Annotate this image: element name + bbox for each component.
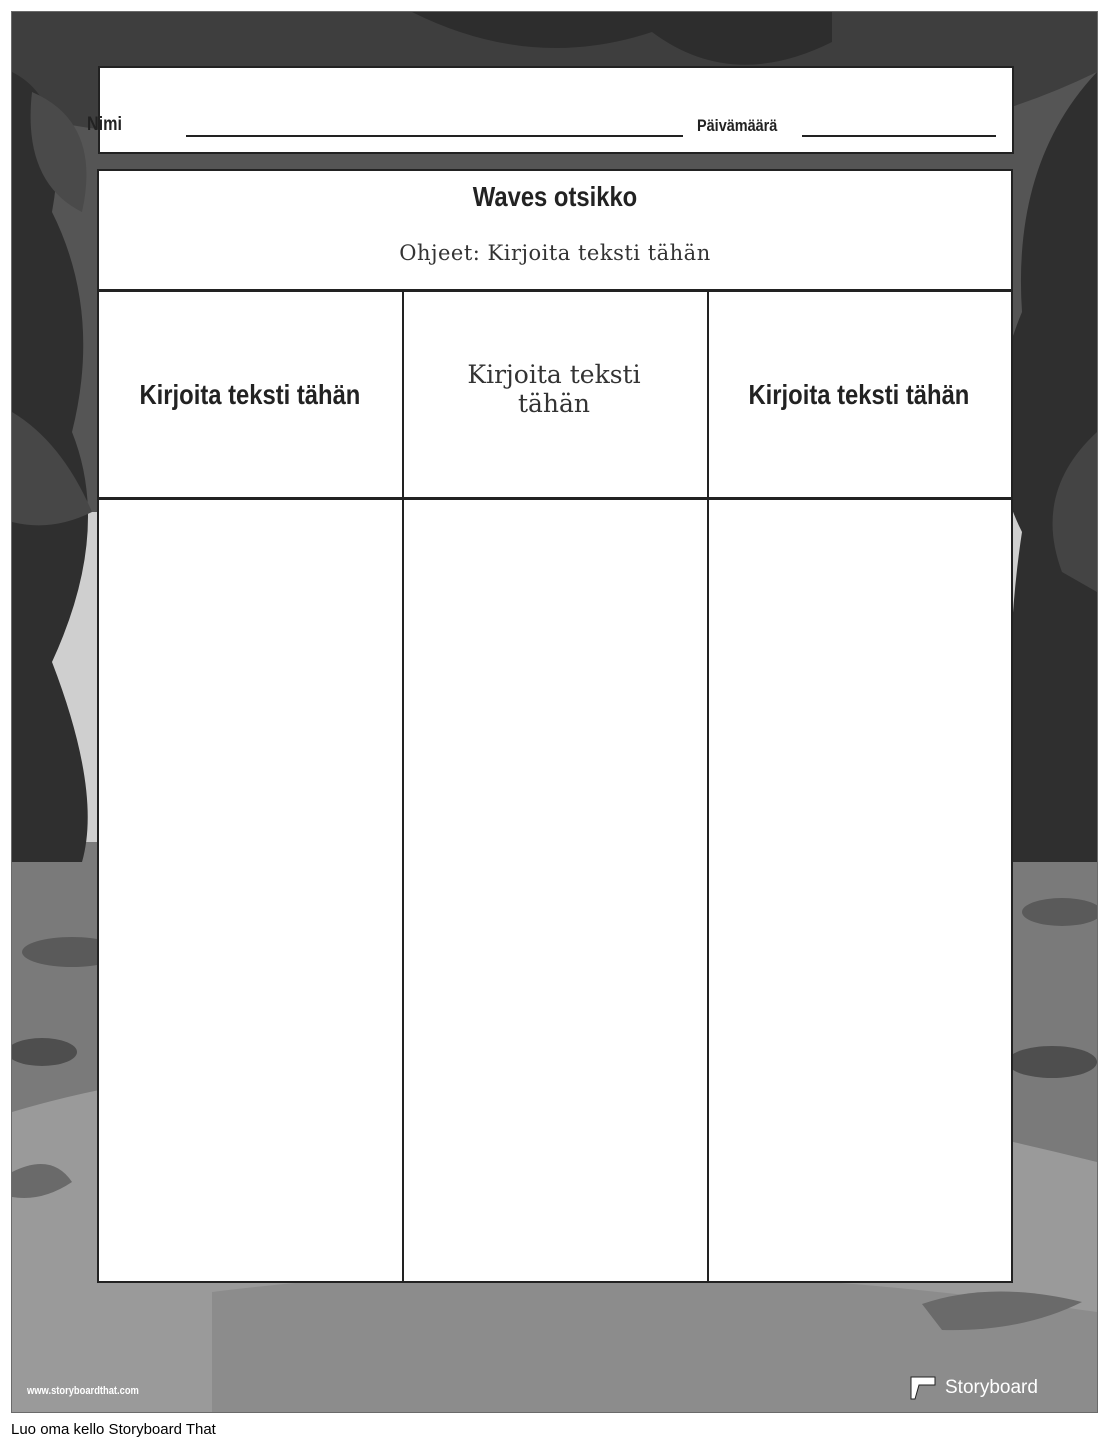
column-heading-2-text: Kirjoita teksti tähän <box>467 359 641 418</box>
name-input-line[interactable] <box>186 135 683 137</box>
worksheet-instructions[interactable]: Ohjeet: Kirjoita teksti tähän <box>399 241 711 265</box>
column-heading-1-text: Kirjoita teksti tähän <box>139 378 361 410</box>
worksheet-title[interactable]: Waves otsikko <box>472 181 638 212</box>
column-heading-2[interactable] <box>403 292 705 497</box>
date-input-line[interactable] <box>802 135 996 137</box>
worksheet-frame <box>11 11 1098 1413</box>
page-caption: Luo oma kello Storyboard That <box>11 1421 216 1438</box>
storyboard-logo <box>909 1375 1038 1401</box>
column-heading-3[interactable] <box>708 292 1010 497</box>
date-label: Päivämäärä <box>697 116 778 135</box>
column-heading-1[interactable] <box>99 292 401 497</box>
name-label: Nimi <box>87 114 123 135</box>
storyboard-logo-text: Storyboard <box>945 1377 1038 1398</box>
t-chart-table <box>97 169 1013 1283</box>
name-date-header <box>87 66 1014 154</box>
column-body-1[interactable] <box>99 500 401 1281</box>
column-heading-3-text: Kirjoita teksti tähän <box>748 378 970 410</box>
column-body-3[interactable] <box>709 500 1011 1281</box>
storyboard-logo-icon <box>909 1375 937 1401</box>
website-url: www.storyboardthat.com <box>27 1385 139 1397</box>
title-area <box>99 171 1011 292</box>
column-body-2[interactable] <box>404 500 706 1281</box>
